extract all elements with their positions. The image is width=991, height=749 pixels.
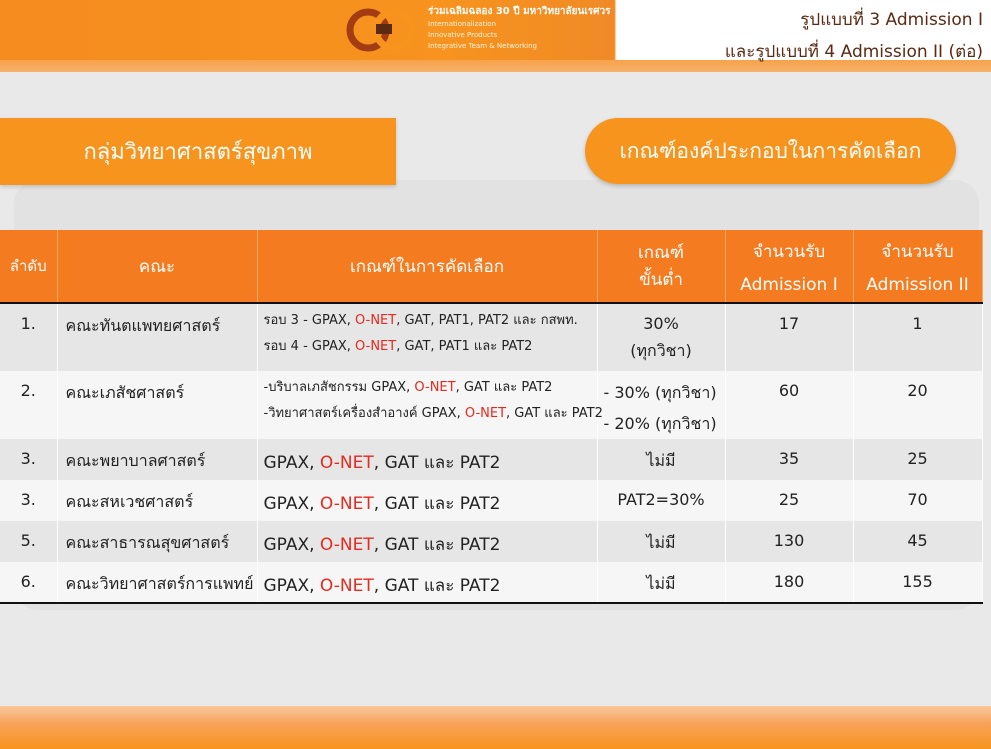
table-row bbox=[0, 480, 982, 521]
row-criteria bbox=[257, 303, 597, 371]
table-row bbox=[0, 439, 982, 480]
min-line: (ทุกวิชา) bbox=[630, 341, 692, 360]
row-admission1: 180 bbox=[725, 562, 853, 603]
criteria-line bbox=[263, 401, 603, 427]
criteria-text: , GAT และ PAT2 bbox=[373, 453, 501, 473]
onet-text: O-NET bbox=[319, 576, 374, 596]
row-min: ไม่มี bbox=[597, 562, 725, 603]
onet-text: O-NET bbox=[414, 380, 456, 395]
admission-table bbox=[0, 230, 983, 604]
row-faculty: คณะสาธารณสุขศาสตร์ bbox=[57, 521, 257, 562]
logo-line1: ร่วมเฉลิมฉลอง 30 ปี มหาวิทยาลัยนเรศวร bbox=[428, 6, 611, 17]
row-criteria bbox=[257, 521, 597, 562]
row-idx: 5. bbox=[0, 521, 57, 562]
header-admission2-line1: จำนวนรับ bbox=[881, 241, 954, 262]
onet-text: O-NET bbox=[319, 453, 374, 473]
header-min-line2: ขั้นต่ำ bbox=[639, 270, 683, 290]
min-line: - 20% (ทุกวิชา) bbox=[603, 414, 717, 433]
criteria-text: GPAX, bbox=[263, 494, 320, 514]
criteria-text: , GAT และ PAT2 bbox=[455, 380, 553, 395]
row-admission1: 25 bbox=[725, 480, 853, 521]
row-faculty: คณะเภสัชศาสตร์ bbox=[57, 371, 257, 439]
onet-text: O-NET bbox=[464, 406, 507, 421]
row-admission1: 17 bbox=[725, 303, 853, 371]
row-admission2: 1 bbox=[853, 303, 982, 371]
header-admission2-line2: Admission II bbox=[866, 274, 969, 295]
row-idx: 3. bbox=[0, 439, 57, 480]
row-criteria bbox=[257, 480, 597, 521]
criteria-label: เกณฑ์องค์ประกอบในการคัดเลือก bbox=[585, 118, 956, 184]
table-header-row bbox=[0, 230, 982, 303]
row-admission1: 130 bbox=[725, 521, 853, 562]
group-label: กลุ่มวิทยาศาสตร์สุขภาพ bbox=[0, 118, 396, 185]
table-row bbox=[0, 562, 982, 603]
anniversary-30-logo bbox=[346, 4, 416, 56]
criteria-text: , GAT, PAT1 และ PAT2 bbox=[396, 339, 533, 354]
row-min bbox=[597, 371, 725, 439]
page-title-line1: รูปแบบที่ 3 Admission I bbox=[800, 10, 983, 30]
footer-band bbox=[0, 706, 991, 749]
logo-bullet-1: Internationalization bbox=[428, 20, 496, 28]
criteria-text: GPAX, bbox=[263, 576, 320, 596]
header-admission2 bbox=[853, 230, 982, 303]
row-criteria bbox=[257, 371, 603, 439]
criteria-text: GPAX, bbox=[263, 453, 320, 473]
row-idx: 2. bbox=[0, 371, 57, 439]
logo-bullet-3: Integrative Team & Networking bbox=[428, 42, 537, 50]
criteria-text: รอบ 4 - GPAX, bbox=[263, 339, 356, 354]
row-admission2: 155 bbox=[853, 562, 982, 603]
header-faculty: คณะ bbox=[57, 230, 257, 303]
criteria-line bbox=[264, 334, 596, 360]
criteria-text: , GAT และ PAT2 bbox=[506, 406, 603, 421]
row-admission1: 60 bbox=[725, 371, 853, 439]
row-min: PAT2=30% bbox=[597, 480, 725, 521]
criteria-text: GPAX, bbox=[263, 535, 320, 555]
row-criteria bbox=[257, 562, 597, 603]
criteria-line bbox=[264, 375, 596, 401]
page-title-line2: และรูปแบบที่ 4 Admission II (ต่อ) bbox=[724, 42, 983, 62]
row-admission2: 70 bbox=[853, 480, 982, 521]
criteria-text: -วิทยาศาสตร์เครื่องสำอางค์ GPAX, bbox=[263, 406, 465, 421]
header-min-line1: เกณฑ์ bbox=[638, 243, 684, 263]
table-row bbox=[0, 521, 982, 562]
onet-text: O-NET bbox=[355, 313, 397, 328]
min-line: 30% bbox=[643, 314, 679, 333]
header-idx: ลำดับ bbox=[0, 230, 57, 303]
row-min: ไม่มี bbox=[597, 521, 725, 562]
criteria-line bbox=[264, 308, 596, 334]
header-criteria: เกณฑ์ในการคัดเลือก bbox=[257, 230, 597, 303]
row-admission2: 45 bbox=[853, 521, 982, 562]
criteria-text: , GAT และ PAT2 bbox=[373, 535, 501, 555]
row-faculty: คณะพยาบาลศาสตร์ bbox=[57, 439, 257, 480]
onet-text: O-NET bbox=[319, 494, 374, 514]
onet-text: O-NET bbox=[355, 339, 397, 354]
row-idx: 3. bbox=[0, 480, 57, 521]
header-min bbox=[597, 230, 725, 303]
row-admission1: 35 bbox=[725, 439, 853, 480]
onet-text: O-NET bbox=[319, 535, 374, 555]
table-row bbox=[0, 303, 982, 371]
row-min: ไม่มี bbox=[597, 439, 725, 480]
criteria-text: , GAT และ PAT2 bbox=[373, 494, 501, 514]
criteria-text: -บริบาลเภสัชกรรม GPAX, bbox=[263, 380, 415, 395]
row-faculty: คณะสหเวชศาสตร์ bbox=[57, 480, 257, 521]
min-line: - 30% (ทุกวิชา) bbox=[603, 383, 717, 402]
row-criteria bbox=[257, 439, 597, 480]
criteria-text: รอบ 3 - GPAX, bbox=[263, 313, 356, 328]
criteria-text: , GAT, PAT1, PAT2 และ กสพท. bbox=[396, 313, 578, 328]
row-faculty: คณะทันตแพทยศาสตร์ bbox=[57, 303, 257, 371]
row-admission2: 20 bbox=[853, 371, 982, 439]
table-row bbox=[0, 371, 982, 439]
header-admission1 bbox=[725, 230, 853, 303]
row-faculty: คณะวิทยาศาสตร์การแพทย์ bbox=[57, 562, 257, 603]
header-admission1-line1: จำนวนรับ bbox=[752, 241, 826, 262]
row-admission2: 25 bbox=[853, 439, 982, 480]
row-min bbox=[597, 303, 725, 371]
logo-bullet-2: Innovative Products bbox=[428, 31, 498, 39]
header-admission1-line2: Admission I bbox=[740, 274, 838, 295]
row-idx: 6. bbox=[0, 562, 57, 603]
criteria-text: , GAT และ PAT2 bbox=[373, 576, 501, 596]
logo-caption bbox=[428, 6, 611, 52]
row-idx: 1. bbox=[0, 303, 57, 371]
